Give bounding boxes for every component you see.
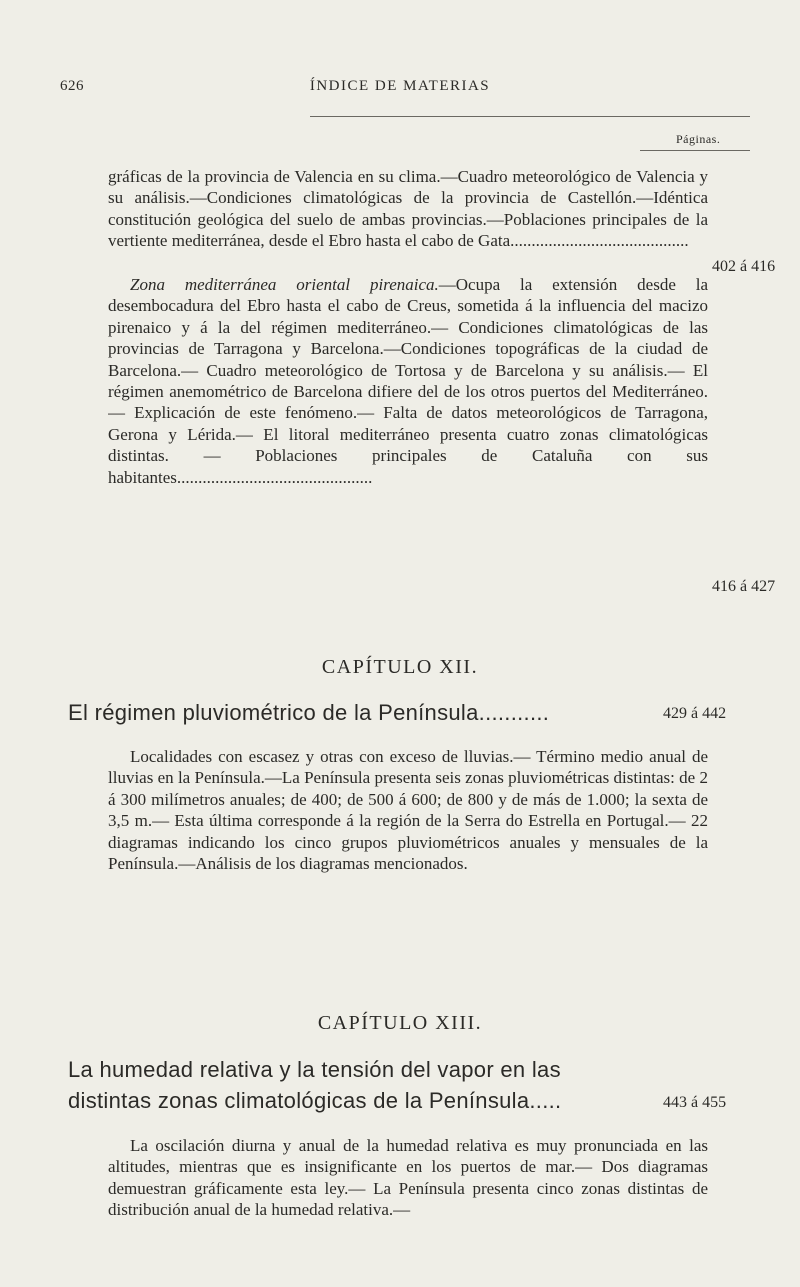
entry-valencia <box>108 166 708 274</box>
chapter-xii-summary <box>108 746 708 874</box>
chapter-xiii-summary <box>108 1135 708 1221</box>
chapter-xii-pages: 429 á 442 <box>663 705 727 722</box>
chapter-xii-label: CAPÍTULO XII. <box>321 656 479 678</box>
entry-pirenaica-text: —Ocupa la extensión desde la desembocadura del Ebro hasta el cabo de Creus, sometida á la influencia del macizo pirenaico y á la del régimen mediterráneo.— Condiciones climatológicas de las provincias de Tarragona y Barcelona.—Condiciones topográficas de la ciudad de Barcelona.— Cuadro meteorológico de Tortosa y de Barcelona y su análisis.— El régimen anemométrico de Barcelona difiere del de los otros puertos del Mediterráneo.— Explicación de este fenómeno.— Falta de datos meteorológicos de Tarragona, Gerona y Lérida.— El litoral mediterráneo presenta cuatro zonas climatológicas distintas. — Poblaciones principales de Cataluña con sus habitantes.............................................. <box>108 275 708 487</box>
chapter-xii-heading: El régimen pluviométrico de la Península........... <box>68 700 550 725</box>
chapter-xiii-label: CAPÍTULO XIII. <box>317 1012 483 1034</box>
chapter-xii-summary-text: Localidades con escasez y otras con exceso de lluvias.— Término medio anual de lluvias en la Península.—La Península presenta seis zonas pluviométricas distintas: de 2 á 300 milímetros anuales; de 400; de 500 á 600; de 800 y de más de 1.000; la sexta de 3,5 m.— Esta última corresponde á la región de la Serra do Estrella en Portugal.— 22 diagramas indicando los cinco grupos pluviométricos anuales y mensuales de la Península.—Análisis de los diagramas mencionados. <box>108 747 708 874</box>
header-rule <box>310 116 750 117</box>
chapter-xiii-summary-text: La oscilación diurna y anual de la humedad relativa es muy pronunciada en las altitudes, mientras que es insignificante en los puertos de mar.— Dos diagramas demuestran gráficamente esta ley.— La Península presenta cinco zonas distintas de distribución anual de la humedad relativa.— <box>108 1136 708 1220</box>
chapter-xiii-heading-line2: distintas zonas climatológicas de la Península..... <box>68 1088 562 1113</box>
entry-pirenaica-title: Zona mediterránea oriental pirenaica. <box>130 275 439 294</box>
chapter-xiii-heading-line1: La humedad relativa y la tensión del vapor en las <box>68 1057 561 1082</box>
paginas-column-label: Páginas. <box>676 132 721 146</box>
entry-valencia-text: gráficas de la provincia de Valencia en su clima.—Cuadro meteorológico de Valencia y su análisis.—Condiciones climatológicas de la provincia de Castellón.—Idéntica constitución geológica del suelo de ambas provincias.—Poblaciones principales de la vertiente mediterránea, desde el Ebro hasta el cabo de Gata.......................................... <box>108 167 708 251</box>
running-title: ÍNDICE DE MATERIAS <box>309 78 491 94</box>
entry-pirenaica <box>108 274 708 596</box>
paginas-underline <box>640 150 750 151</box>
entry-valencia-pages: 402 á 416 <box>712 258 776 275</box>
running-header <box>60 78 740 100</box>
chapter-xiii-pages: 443 á 455 <box>663 1094 727 1111</box>
entry-pirenaica-pages: 416 á 427 <box>712 578 776 595</box>
chapter-xiii-heading <box>68 1054 628 1116</box>
page-number: 626 <box>60 78 84 94</box>
